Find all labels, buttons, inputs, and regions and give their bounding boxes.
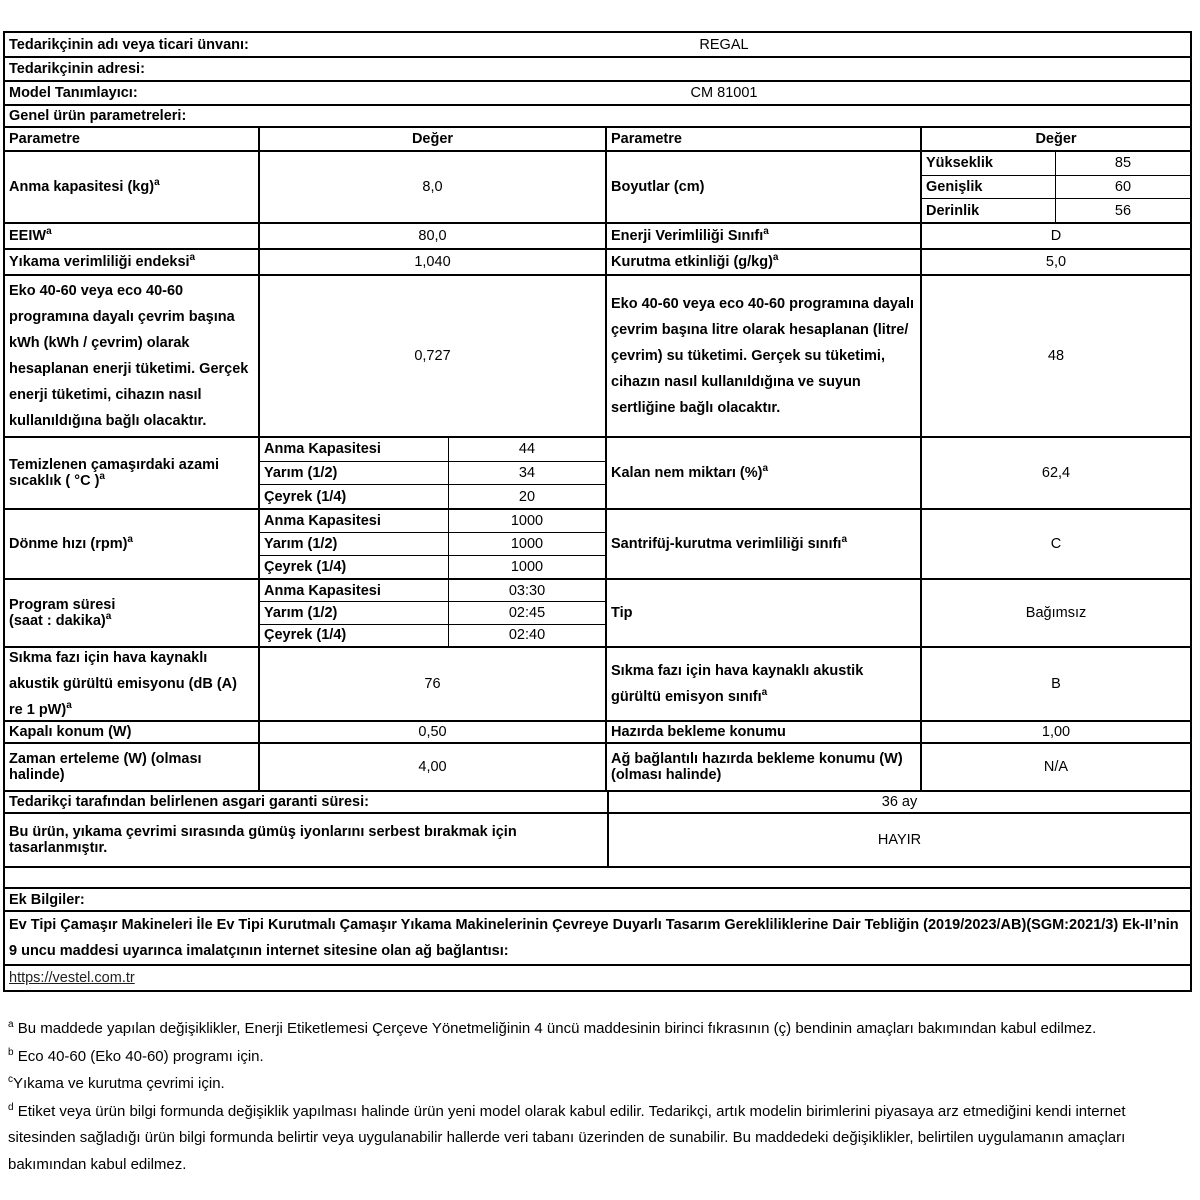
header-param-right: Parametre — [605, 128, 920, 150]
dimension-value: 85 — [1055, 152, 1190, 175]
dimensions-subtable — [920, 152, 1190, 222]
duration-value: 03:30 — [448, 580, 605, 601]
noise-class-value: B — [920, 648, 1190, 720]
model-label: Model Tanımlayıcı: — [9, 85, 138, 101]
capacity-label: Anma kapasitesi (kg)$^a$ — [9, 177, 160, 195]
energy-class-label: Enerji Verimliliği Sınıfı$^a$ — [605, 224, 920, 248]
dimension-row — [922, 176, 1190, 200]
footnote-ref-a: a — [772, 252, 779, 264]
standby-label: Hazırda bekleme konumu — [605, 722, 920, 742]
footnote-b-marker: b — [8, 1046, 14, 1058]
noise-label: Sıkma fazı için hava kaynaklı akustik gürültü emisyonu (dB (A) re 1 pW)$^a$ — [9, 650, 237, 718]
footnote-c: $^c$Yıkama ve kurutma çevrimi için. — [8, 1074, 225, 1092]
standby-value: 1,00 — [920, 722, 1190, 742]
footnote-ref-a: a — [189, 252, 196, 264]
residual-moisture-label: Kalan nem miktarı (%)$^a$ — [605, 438, 920, 508]
supplier-name-value: REGAL — [699, 36, 749, 53]
supplier-address-label: Tedarikçinin adresi: — [9, 61, 145, 77]
supplier-address-value — [258, 58, 1190, 80]
load-key: Anma Kapasitesi — [264, 441, 381, 458]
footnote-c-marker: c — [8, 1074, 13, 1085]
footnote-a-marker: a — [8, 1019, 14, 1030]
section-title: Genel ürün parametreleri: — [9, 108, 187, 124]
duration-row — [260, 602, 605, 624]
load-key: Çeyrek (1/4) — [264, 627, 347, 644]
max-temp-value: 20 — [448, 485, 605, 508]
capacity-value: 8,0 — [258, 152, 605, 222]
dimension-key: Derinlik — [926, 202, 980, 219]
residual-moisture-value: 62,4 — [920, 438, 1190, 508]
silver-ions-value: HAYIR — [607, 814, 1190, 866]
supplier-name-row — [5, 33, 1190, 58]
spacer-cell — [5, 868, 1190, 887]
footnote-ref-a: a — [763, 226, 769, 238]
load-key: Yarım (1/2) — [264, 536, 338, 552]
load-key: Anma Kapasitesi — [264, 582, 381, 599]
max-temp-row — [260, 462, 605, 486]
footnote-ref-a: a — [762, 463, 769, 475]
drying-eff-label: Kurutma etkinliği $(g/kg)^a$ — [605, 250, 920, 274]
spin-speed-subtable — [258, 510, 605, 578]
dimensions-label: Boyutlar (cm) — [605, 152, 920, 222]
extra-info-title-row — [5, 889, 1190, 912]
delay-start-label: Zaman erteleme (W) (olması halinde) — [9, 751, 202, 783]
capacity-dimensions-row — [5, 152, 1190, 224]
model-row — [5, 82, 1190, 106]
section-title-row — [5, 106, 1190, 128]
spin-speed-label: Dönme hızı (rpm)$^a$ — [9, 534, 133, 552]
dimension-row — [922, 152, 1190, 176]
load-key: Yarım (1/2) — [264, 604, 338, 621]
duration-value: 02:40 — [448, 625, 605, 646]
duration-label: Program süresi (saat : dakika)$^a$ — [9, 597, 116, 629]
footnotes — [8, 1016, 1192, 1179]
warranty-value: 36 ay — [607, 792, 1190, 812]
silver-ions-label: Bu ürün, yıkama çevrimi sırasında gümüş iyonlarını serbest bırakmak için tasarlanmıştır. — [9, 824, 517, 856]
off-mode-label: Kapalı konum (W) — [9, 724, 132, 740]
product-info-table — [3, 31, 1192, 992]
max-temp-row — [260, 485, 605, 508]
duration-row — [260, 580, 605, 602]
website-cell — [5, 966, 1190, 990]
footnote-ref-a: a — [66, 700, 72, 712]
max-temp-row — [260, 438, 605, 462]
extra-info-title: Ek Bilgiler: — [9, 891, 85, 908]
spin-speed-row — [260, 510, 605, 533]
energy-consumption-label: Eko 40-60 veya eco 40-60 programına dayalı çevrim başına kWh (kWh / çevrim) olarak hesaplanan enerji tüketimi. Gerçek enerji tüketimi, cihazın nasıl kullanıldığına bağlı olacaktır. — [9, 283, 249, 429]
drying-eff-value: 5,0 — [920, 250, 1190, 274]
spin-class-value: C — [920, 510, 1190, 578]
footnote-a: $^a$ Bu maddede yapılan değişiklikler, Enerji Etiketlemesi Çerçeve Yönetmeliğinin 4 üncü maddesinin birinci fıkrasının (ç) bendinin amaçları bakımından kabul edilmez. — [8, 1019, 1097, 1037]
load-key: Çeyrek (1/4) — [264, 559, 347, 575]
spin-speed-row — [260, 533, 605, 556]
spacer-row — [5, 868, 1190, 889]
supplier-website-link[interactable]: https://vestel.com.tr — [9, 970, 135, 986]
delay-networked-row — [5, 744, 1190, 792]
duration-subtable — [258, 580, 605, 646]
spin-speed-value: 1000 — [448, 510, 605, 532]
noise-value: 76 — [258, 648, 605, 720]
delay-start-value: 4,00 — [258, 744, 605, 790]
footnote-d-marker: d — [8, 1101, 14, 1113]
wash-index-label: Yıkama verimliliği endeksi$^a$ — [9, 252, 196, 270]
eeiw-value: 80,0 — [258, 224, 605, 248]
column-header-row — [5, 128, 1190, 152]
type-label: Tip — [605, 580, 920, 646]
footnote-b: $^b$ Eco 40-60 (Eko 40-60) programı için. — [8, 1046, 264, 1065]
header-value-left: Değer — [258, 128, 605, 150]
water-consumption-value: 48 — [920, 276, 1190, 436]
eeiw-energyclass-row — [5, 224, 1190, 250]
spin-speed-value: 1000 — [448, 533, 605, 555]
max-temp-value: 44 — [448, 438, 605, 461]
networked-standby-value: N/A — [920, 744, 1190, 790]
footnote-ref-a: a — [127, 534, 133, 546]
consumption-row — [5, 276, 1190, 438]
regulation-row — [5, 912, 1190, 966]
load-key: Yarım (1/2) — [264, 465, 338, 481]
spin-class-label: Santrifüj-kurutma verimliliği sınıfı$^a$ — [605, 510, 920, 578]
footnote-ref-a: a — [154, 177, 160, 189]
model-value: CM 81001 — [690, 85, 758, 101]
footnote-ref-a: a — [46, 226, 52, 238]
supplier-address-row — [5, 58, 1190, 82]
off-mode-value: 0,50 — [258, 722, 605, 742]
footnote-ref-a: a — [105, 611, 112, 623]
water-consumption-label: Eko 40-60 veya eco 40-60 programına dayalı çevrim başına litre olarak hesaplanan (litre/çevrim) su tüketimi. Gerçek su tüketimi, cihazın nasıl kullanıldığına ve suyun sertliğine bağlı olacaktır. — [605, 276, 920, 436]
wash-index-value: 1,040 — [258, 250, 605, 274]
eeiw-label: EEIW$^a$ — [9, 226, 52, 244]
spin-speed-row — [260, 556, 605, 578]
footnote-ref-a: a — [99, 471, 105, 483]
footnote-d: $^d$ Etiket veya ürün bilgi formunda değişiklik yapılması halinde ürün yeni model olarak kabul edilir. Tedarikçi, artık modelin birimlerini piyasaya arz etmediğini kendi internet sitesinden sağladığı ürün bilgi formunda belirtir veya uygulanabilir hallerde veri tabanı üzerinden de sunabilir. Bu maddedeki değişiklikler, belirtilen uygulamanın amaçları bakımından kabul edilmez. — [8, 1101, 1126, 1173]
maxtemp-moisture-row — [5, 438, 1190, 510]
type-value: Bağımsız — [920, 580, 1190, 646]
supplier-name-label: Tedarikçinin adı veya ticari ünvanı: — [9, 36, 249, 53]
footnote-ref-a: a — [841, 534, 847, 546]
noise-class-label: Sıkma fazı için hava kaynaklı akustik gürültü emisyon sınıfı$^a$ — [605, 648, 920, 720]
energy-class-value: D — [920, 224, 1190, 248]
duration-type-row — [5, 580, 1190, 648]
max-temp-value: 34 — [448, 462, 605, 485]
silver-ions-row — [5, 814, 1190, 868]
washindex-drying-row — [5, 250, 1190, 276]
dimension-key: Yükseklik — [926, 155, 993, 172]
dimension-value: 56 — [1055, 199, 1190, 222]
regulation-text: Ev Tipi Çamaşır Makineleri İle Ev Tipi Kurutmalı Çamaşır Yıkama Makinelerinin Çevreye Duyarlı Tasarım Gerekliliklerine Dair Tebliğin (2019/2023/AB)(SGM:2021/3) Ek-II’nin 9 uncu maddesi uyarınca imalatçının internet sitesine olan ağ bağlantısı: — [9, 917, 1179, 959]
energy-consumption-value: 0,727 — [258, 276, 605, 436]
dimension-row — [922, 199, 1190, 222]
dimension-value: 60 — [1055, 176, 1190, 199]
warranty-row — [5, 792, 1190, 814]
spin-speed-value: 1000 — [448, 556, 605, 578]
load-key: Çeyrek (1/4) — [264, 488, 347, 505]
max-temp-label: Temizlenen çamaşırdaki azami sıcaklık ( °C )$^a$ — [9, 457, 220, 489]
website-row — [5, 966, 1190, 990]
load-key: Anma Kapasitesi — [264, 513, 381, 529]
networked-standby-label: Ağ bağlantılı hazırda bekleme konumu (W) (olması halinde) — [605, 744, 920, 790]
header-value-right: Değer — [920, 128, 1190, 150]
noise-row — [5, 648, 1190, 722]
spin-row — [5, 510, 1190, 580]
header-param-left: Parametre — [9, 131, 80, 147]
footnote-ref-a: a — [761, 687, 768, 699]
dimension-key: Genişlik — [926, 179, 983, 195]
duration-value: 02:45 — [448, 602, 605, 623]
warranty-label: Tedarikçi tarafından belirlenen asgari garanti süresi: — [9, 794, 369, 810]
duration-row — [260, 625, 605, 646]
offmode-standby-row — [5, 722, 1190, 744]
max-temp-subtable — [258, 438, 605, 508]
